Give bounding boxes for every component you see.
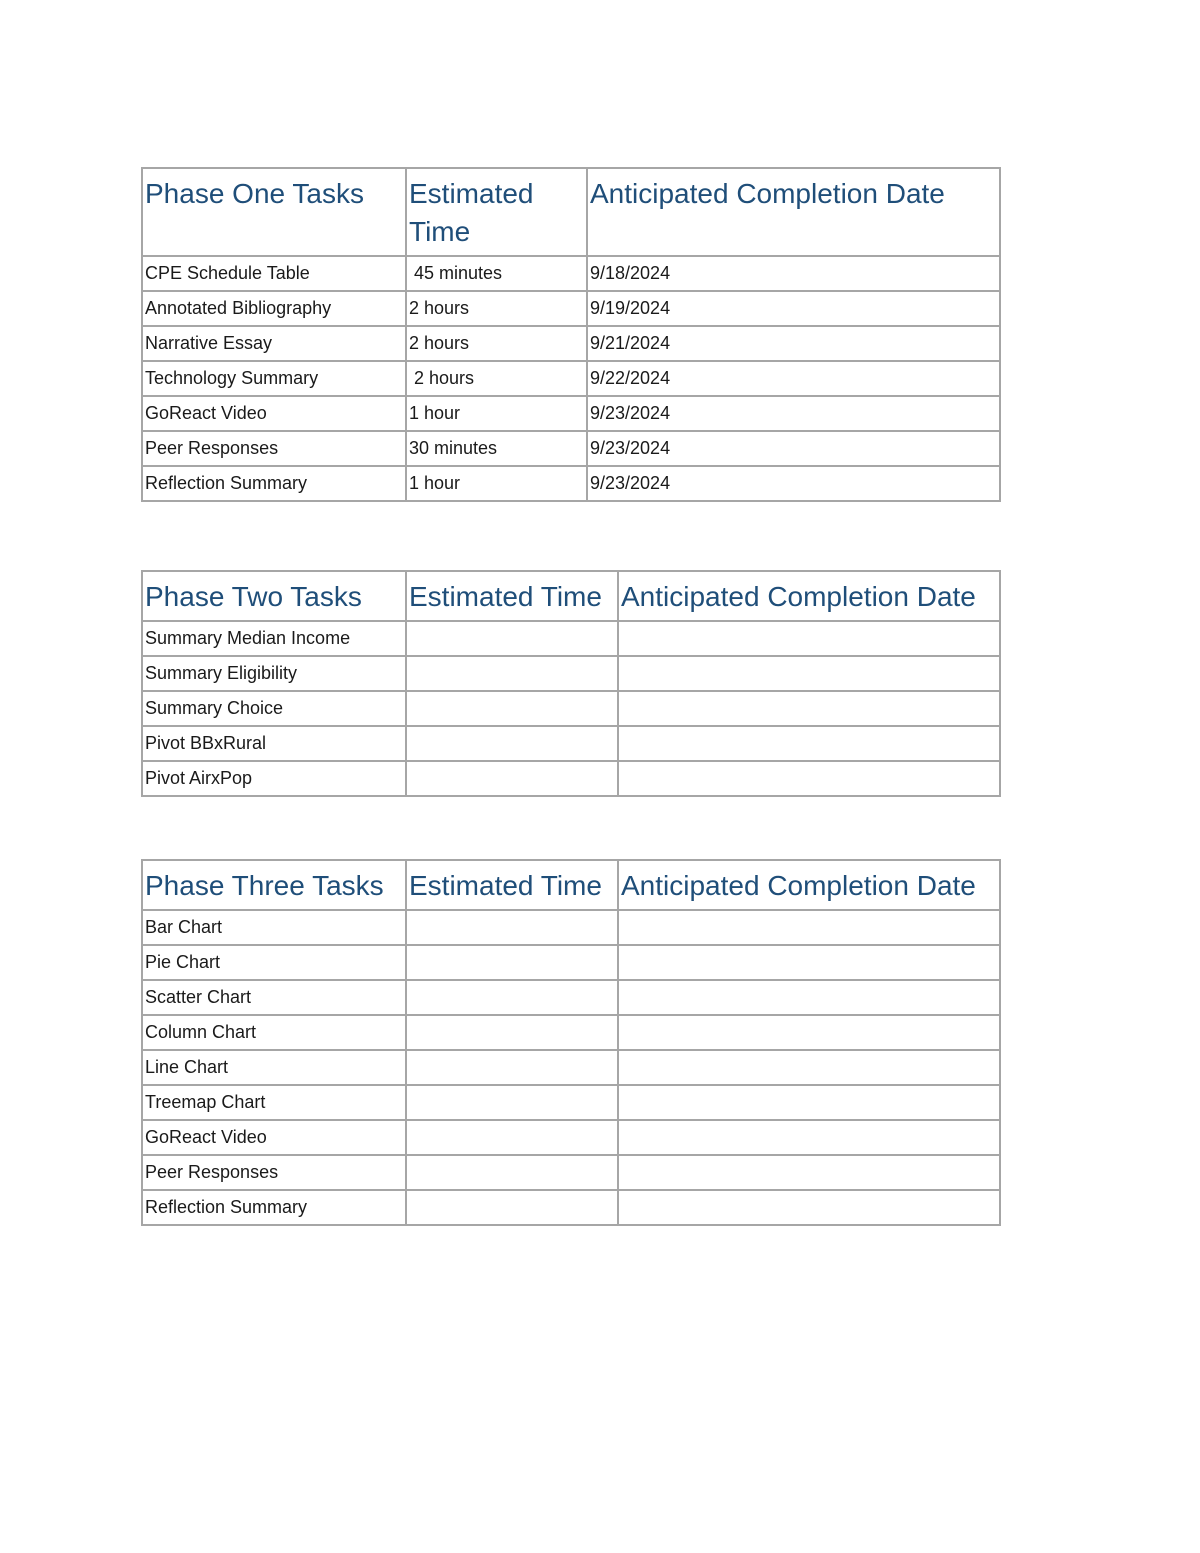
date-cell[interactable]: 9/21/2024: [587, 326, 1000, 361]
time-cell[interactable]: [406, 726, 618, 761]
time-cell[interactable]: [406, 691, 618, 726]
table-row: [142, 326, 1000, 361]
table-row: [142, 1085, 1000, 1120]
date-cell[interactable]: 9/22/2024: [587, 361, 1000, 396]
date-cell[interactable]: [618, 1050, 1000, 1085]
time-cell[interactable]: [406, 1050, 618, 1085]
task-cell[interactable]: Scatter Chart: [142, 980, 406, 1015]
task-cell[interactable]: Pivot AirxPop: [142, 761, 406, 796]
time-cell[interactable]: 30 minutes: [406, 431, 587, 466]
task-cell[interactable]: Bar Chart: [142, 910, 406, 945]
time-cell[interactable]: [406, 1155, 618, 1190]
column-header-task: Phase Two Tasks: [142, 571, 406, 621]
table-row: [142, 361, 1000, 396]
phase-two-table: [141, 570, 1001, 797]
time-cell[interactable]: 1 hour: [406, 466, 587, 501]
date-cell[interactable]: [618, 1120, 1000, 1155]
task-cell[interactable]: Peer Responses: [142, 1155, 406, 1190]
task-cell[interactable]: Peer Responses: [142, 431, 406, 466]
time-cell[interactable]: [406, 656, 618, 691]
date-cell[interactable]: [618, 656, 1000, 691]
date-cell[interactable]: [618, 726, 1000, 761]
column-header-completion-date: Anticipated Completion Date: [618, 860, 1000, 910]
table-row: [142, 945, 1000, 980]
time-cell[interactable]: [406, 1120, 618, 1155]
phase-three-table: [141, 859, 1001, 1226]
date-cell[interactable]: [618, 691, 1000, 726]
table-row: [142, 1190, 1000, 1225]
time-cell[interactable]: [406, 1085, 618, 1120]
time-cell[interactable]: [406, 621, 618, 656]
task-cell[interactable]: Summary Median Income: [142, 621, 406, 656]
time-cell[interactable]: 2 hours: [406, 291, 587, 326]
table-row: [142, 691, 1000, 726]
date-cell[interactable]: 9/19/2024: [587, 291, 1000, 326]
column-header-task: Phase Three Tasks: [142, 860, 406, 910]
table-row: [142, 761, 1000, 796]
date-cell[interactable]: [618, 1155, 1000, 1190]
task-cell[interactable]: Reflection Summary: [142, 1190, 406, 1225]
date-cell[interactable]: [618, 621, 1000, 656]
time-cell[interactable]: 2 hours: [406, 326, 587, 361]
table-row: [142, 1120, 1000, 1155]
date-cell[interactable]: [618, 980, 1000, 1015]
task-cell[interactable]: GoReact Video: [142, 1120, 406, 1155]
date-cell[interactable]: [618, 1190, 1000, 1225]
date-cell[interactable]: 9/18/2024: [587, 256, 1000, 291]
table-row: [142, 621, 1000, 656]
table-row: [142, 256, 1000, 291]
column-header-estimated-time: Estimated Time: [406, 860, 618, 910]
table-row: [142, 431, 1000, 466]
time-cell[interactable]: [406, 761, 618, 796]
table-row: [142, 910, 1000, 945]
column-header-completion-date: Anticipated Completion Date: [587, 168, 1000, 256]
date-cell[interactable]: [618, 910, 1000, 945]
task-cell[interactable]: Summary Choice: [142, 691, 406, 726]
task-cell[interactable]: Annotated Bibliography: [142, 291, 406, 326]
date-cell[interactable]: [618, 761, 1000, 796]
time-cell[interactable]: [406, 980, 618, 1015]
date-cell[interactable]: 9/23/2024: [587, 396, 1000, 431]
time-cell[interactable]: [406, 1015, 618, 1050]
time-cell[interactable]: 1 hour: [406, 396, 587, 431]
date-cell[interactable]: [618, 1085, 1000, 1120]
task-cell[interactable]: Treemap Chart: [142, 1085, 406, 1120]
date-cell[interactable]: 9/23/2024: [587, 431, 1000, 466]
table-header-row: [142, 571, 1000, 621]
task-cell[interactable]: Reflection Summary: [142, 466, 406, 501]
task-cell[interactable]: GoReact Video: [142, 396, 406, 431]
table-row: [142, 396, 1000, 431]
table-row: [142, 656, 1000, 691]
column-header-estimated-time: Estimated Time: [406, 571, 618, 621]
table-row: [142, 980, 1000, 1015]
table-header-row: [142, 168, 1000, 256]
task-cell[interactable]: Technology Summary: [142, 361, 406, 396]
table-row: [142, 466, 1000, 501]
phase-one-table: [141, 167, 1001, 502]
task-cell[interactable]: Narrative Essay: [142, 326, 406, 361]
task-cell[interactable]: Pivot BBxRural: [142, 726, 406, 761]
table-row: [142, 726, 1000, 761]
date-cell[interactable]: [618, 945, 1000, 980]
task-cell[interactable]: Column Chart: [142, 1015, 406, 1050]
table-header-row: [142, 860, 1000, 910]
task-cell[interactable]: Pie Chart: [142, 945, 406, 980]
task-cell[interactable]: Line Chart: [142, 1050, 406, 1085]
time-cell[interactable]: 45 minutes: [406, 256, 587, 291]
time-cell[interactable]: [406, 945, 618, 980]
date-cell[interactable]: 9/23/2024: [587, 466, 1000, 501]
time-cell[interactable]: [406, 910, 618, 945]
column-header-estimated-time: Estimated Time: [406, 168, 587, 256]
date-cell[interactable]: [618, 1015, 1000, 1050]
task-cell[interactable]: Summary Eligibility: [142, 656, 406, 691]
task-cell[interactable]: CPE Schedule Table: [142, 256, 406, 291]
column-header-task: Phase One Tasks: [142, 168, 406, 256]
column-header-completion-date: Anticipated Completion Date: [618, 571, 1000, 621]
time-cell[interactable]: 2 hours: [406, 361, 587, 396]
table-row: [142, 1015, 1000, 1050]
table-row: [142, 1050, 1000, 1085]
time-cell[interactable]: [406, 1190, 618, 1225]
table-row: [142, 291, 1000, 326]
table-row: [142, 1155, 1000, 1190]
